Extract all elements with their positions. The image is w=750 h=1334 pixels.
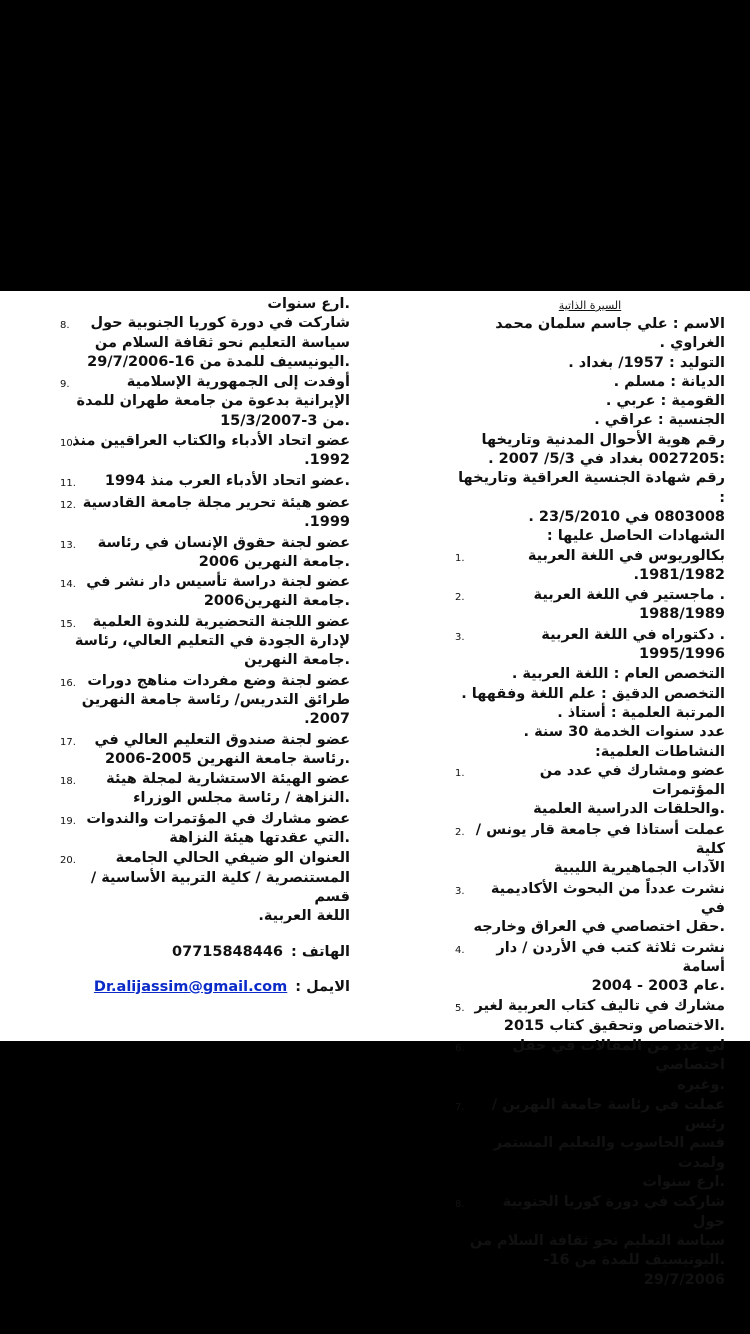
degree-item <box>455 626 725 665</box>
item-number: 18. <box>60 776 76 788</box>
item-text: .رئاسة جامعة النهرين 2005-2006 <box>105 750 350 767</box>
item-text: سياسة التعليم نحو ثقافة السلام من <box>94 334 350 351</box>
email-row <box>60 978 350 997</box>
activity-item <box>455 1193 725 1289</box>
activities-heading: النشاطات العلمية: <box>594 743 725 760</box>
phone-label: الهاتف : <box>291 943 350 960</box>
item-text: لإدارة الجودة في التعليم العالي، رئاسة <box>74 633 350 650</box>
email-label: الايمل : <box>295 978 350 995</box>
activity-item <box>60 672 350 730</box>
personal-line: :0027205 بغداد في 5/3/ 2007 . <box>488 451 725 468</box>
item-number: 5. <box>455 1003 465 1015</box>
activity-item <box>60 573 350 612</box>
activity-item <box>455 997 725 1036</box>
email-link[interactable]: Dr.alijassim@gmail.com <box>93 978 288 995</box>
right-column <box>455 299 725 1291</box>
item-text: .التي عقدتها هيئة النزاهة <box>169 830 350 847</box>
item-text: شاركت في دورة كوريا الجنوبية حول <box>502 1194 725 1230</box>
item-text: مشارك في تاليف كتاب العربية لغير <box>474 998 725 1015</box>
personal-line: رقم هوية الأحوال المدنية وتاريخها <box>481 431 725 448</box>
item-text: أوفدت إلى الجمهورية الإسلامية <box>126 374 350 391</box>
item-text: .اليونيسيف للمدة من 16-29/7/2006 <box>87 353 350 370</box>
item-number: 1. <box>455 767 465 779</box>
personal-line: الجنسية : عراقي . <box>594 412 725 429</box>
item-text: عضو لجنة صندوق التعليم العالي في <box>94 731 350 748</box>
personal-line: القومية : عربي . <box>605 393 725 410</box>
item-text: .والحلقات الدراسية العلمية <box>533 801 725 818</box>
item-text: نشرت ثلاثة كتب في الأردن / دار أسامة <box>496 939 725 975</box>
item-number: 11. <box>60 477 76 489</box>
item-text: .عضو اتحاد الأدباء العرب منذ 1994 <box>104 472 350 489</box>
item-text: عضو لجنة وضع مفردات مناهج دورات <box>87 672 350 689</box>
item-text: 1981/1982. <box>633 566 725 583</box>
item-text: عضو ومشارك في عدد من المؤتمرات <box>539 762 725 799</box>
item-text: عضو مشارك في المؤتمرات والندوات <box>86 810 350 827</box>
item-text: .الاختصاص وتحقيق كتاب 2015 <box>503 1017 725 1034</box>
item-number: 2. <box>455 592 465 604</box>
item-number: 2. <box>455 826 465 838</box>
item-text: . ماجستير في اللغة العربية 1988/1989 <box>533 587 725 623</box>
item-text: .عام 2003 - 2004 <box>591 978 725 995</box>
item-text: عضو لجنة دراسة تأسيس دار نشر في <box>86 574 350 591</box>
item-text: عملت في رئاسة جامعة النهرين / رئيس <box>491 1096 725 1133</box>
item-text: .حقل اختصاصي في العراق وخارجه <box>473 919 725 936</box>
personal-line: التوليد : 1957/ بغداد . <box>568 354 725 371</box>
detail-line: التخصص العام : اللغة العربية . <box>511 666 725 683</box>
item-number: 12. <box>60 499 76 511</box>
personal-line: 0803008 في 23/5/2010 . <box>528 508 725 525</box>
item-text: .جامعة النهرين2006 <box>203 593 350 610</box>
phone-number: 07715848446 <box>172 943 283 960</box>
item-text: 1992. <box>304 452 350 469</box>
item-text: .جامعة النهرين 2006 <box>198 553 350 570</box>
activity-item <box>455 880 725 938</box>
personal-line: الديانة : مسلم . <box>613 373 725 390</box>
item-number: 10. <box>60 438 76 450</box>
item-number: 15. <box>60 618 76 630</box>
item-text: بكالوريوس في اللغة العربية <box>527 547 725 564</box>
document-page <box>0 291 750 1288</box>
item-text: المستنصرية / كلية التربية الأساسية / قسم <box>90 869 350 905</box>
item-number: 8. <box>60 320 70 332</box>
detail-line: المرتبة العلمية : أستاذ . <box>557 704 725 721</box>
item-number: 3. <box>455 885 465 897</box>
item-text: عضو هيئة تحرير مجلة جامعة القادسية <box>82 494 350 511</box>
item-text: لي عدد من المقالات في حقل اختصاصي <box>512 1037 725 1074</box>
item-text: الإيرانية بدعوة من جامعة طهران للمدة <box>76 393 350 410</box>
degree-item <box>455 586 725 625</box>
activity-item <box>60 849 350 926</box>
activity-item <box>60 534 350 573</box>
item-text: .النزاهة / رئاسة مجلس الوزراء <box>133 790 350 807</box>
left-column <box>60 295 350 997</box>
item-text: . دكتوراه في اللغة العربية 1995/1996 <box>541 626 725 663</box>
activity-item <box>60 472 350 493</box>
item-text: 2007. <box>304 711 350 728</box>
activity-item <box>455 939 725 997</box>
item-text: .ارع سنوات <box>642 1174 725 1191</box>
degrees-heading: الشهادات الحاصل عليها : <box>546 528 725 545</box>
activity-item <box>60 810 350 849</box>
item-number: 4. <box>455 944 465 956</box>
item-text: عضو لجنة حقوق الإنسان في رئاسة <box>97 534 350 551</box>
personal-line: رقم شهادة الجنسية العراقية وتاريخها : <box>458 470 725 506</box>
activity-item <box>455 821 725 879</box>
personal-line: الاسم : علي جاسم سلمان محمد الغراوي . <box>495 316 725 352</box>
activity-item <box>60 432 350 471</box>
item-text: شاركت في دورة كوريا الجنوبية حول <box>90 315 350 332</box>
item-number: 19. <box>60 815 76 827</box>
item-text: نشرت عدداً من البحوث الأكاديمية في <box>490 880 725 916</box>
item-number: 9. <box>60 379 70 391</box>
item-number: 1. <box>455 552 465 564</box>
item-text: عملت أستاذا في جامعة قار يونس / كلية <box>475 821 725 858</box>
activity-item <box>60 770 350 809</box>
degree-item <box>455 547 725 586</box>
document-title: السيرة الذاتية <box>558 299 622 312</box>
item-number: 17. <box>60 736 76 748</box>
item-number: 14. <box>60 579 76 591</box>
item-number: 6. <box>455 1042 465 1054</box>
phone-row <box>60 943 350 962</box>
item-text: .وغيره <box>677 1076 725 1093</box>
item-text: 1999. <box>304 514 350 531</box>
continued-line: .ارع سنوات <box>267 296 350 312</box>
activity-item <box>60 731 350 770</box>
detail-line: عدد سنوات الخدمة 30 سنة . <box>523 724 725 741</box>
item-text: عضو اللجنة التحضيرية للندوة العلمية <box>92 613 350 630</box>
item-text: العنوان الو ضيفي الحالي الجامعة <box>115 850 350 867</box>
item-number: 16. <box>60 677 76 689</box>
activity-item <box>60 494 350 533</box>
item-text: طرائق التدريس/ رئاسة جامعة النهرين <box>81 691 350 708</box>
item-text: سياسة التعليم نحو ثقافة السلام من <box>469 1232 725 1249</box>
detail-line: التخصص الدقيق : علم اللغة وفقهها . <box>461 685 725 702</box>
activity-item <box>455 1037 725 1095</box>
item-text: قسم الحاسوب والتعليم المستمر ولمدت <box>493 1135 725 1171</box>
item-number: 20. <box>60 855 76 867</box>
item-text: عضو اتحاد الأدباء والكتاب العراقيين منذ <box>72 433 350 450</box>
activity-item <box>60 373 350 431</box>
item-text: الآداب الجماهيرية الليبية <box>554 860 725 877</box>
item-number: 3. <box>455 631 465 643</box>
item-text: .جامعة النهرين <box>244 652 350 669</box>
item-text: .من 3-15/3/2007 <box>220 412 350 429</box>
item-text: عضو الهيئة الاستشارية لمجلة هيئة <box>106 771 350 788</box>
activity-item <box>60 613 350 671</box>
item-text: اللغة العربية. <box>258 908 350 925</box>
item-number: 8. <box>455 1199 465 1211</box>
activity-item <box>455 1096 725 1192</box>
item-number: 7. <box>455 1101 465 1113</box>
item-number: 13. <box>60 539 76 551</box>
activity-item <box>455 762 725 820</box>
activity-item <box>60 314 350 372</box>
item-text: .اليونيسيف للمدة من 16-29/7/2006 <box>543 1252 725 1288</box>
